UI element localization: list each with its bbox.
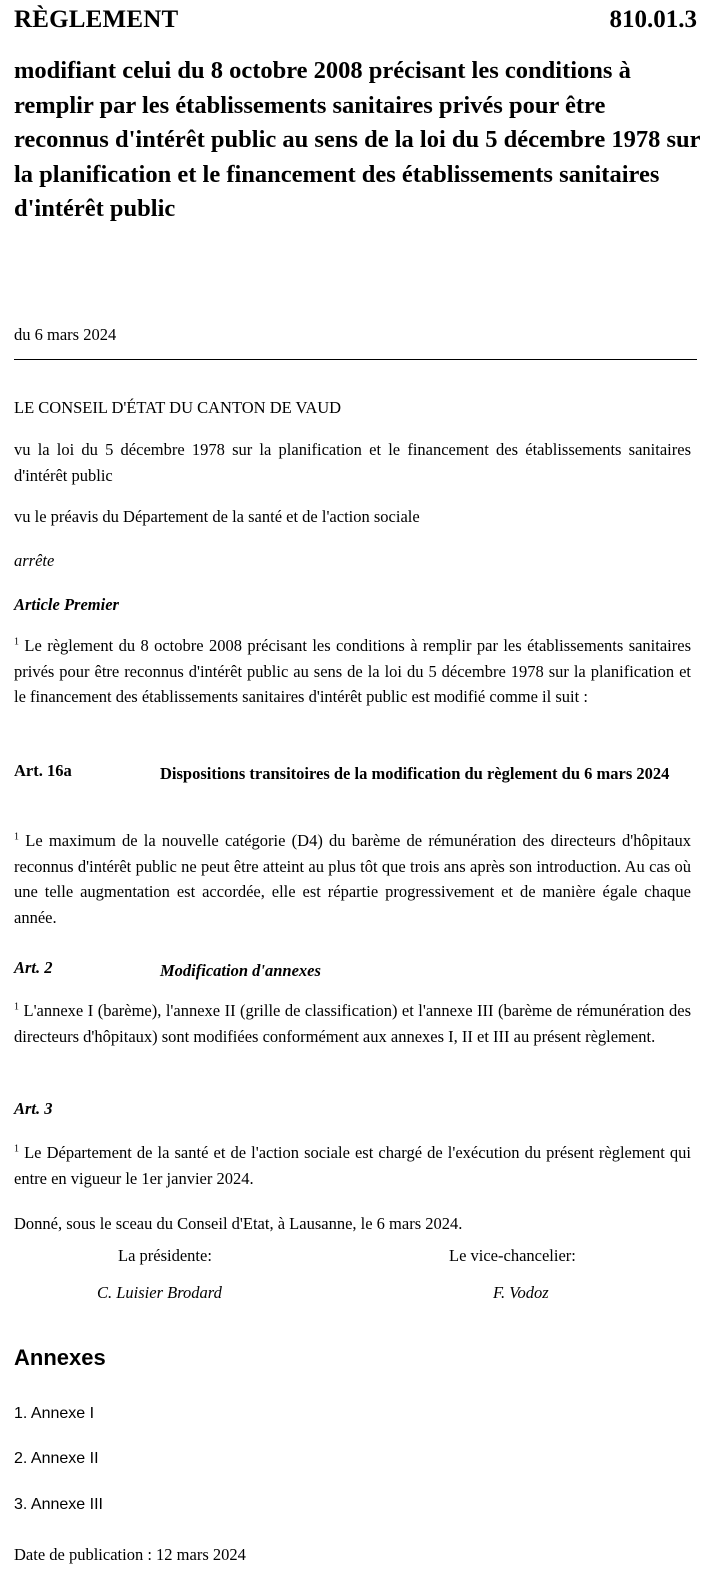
- document-type: RÈGLEMENT: [14, 6, 179, 33]
- art2-text: L'annexe I (barème), l'annexe II (grille de classification) et l'annexe III (barème de rémunération des directeurs d'hôpitaux) sont modifiées conformément aux annexes I, II et III au présent règlement.: [14, 1001, 691, 1046]
- signature-right-name: F. Vodoz: [493, 1283, 549, 1302]
- signature-left-role: La présidente:: [118, 1246, 212, 1265]
- art3-number: Art. 3: [14, 1099, 53, 1118]
- document-title: modifiant celui du 8 octobre 2008 précisant les conditions à remplir par les établissements sanitaires privés pour être reconnus d'intérêt public au sens de la loi du 5 décembre 1978 sur la planification et le financement des établissements sanitaires d'intérêt public: [14, 57, 701, 222]
- header-divider: [14, 359, 697, 360]
- signature-right-role: Le vice-chancelier:: [449, 1246, 576, 1265]
- article-premier-text: Le règlement du 8 octobre 2008 précisant les conditions à remplir par les établissements sanitaires privés pour être reconnus d'intérêt public au sens de la loi du 5 décembre 1978 sur la planification et le financement des établissements sanitaires d'intérêt public est modifié comme il suit :: [14, 636, 691, 706]
- alinea-number: 1: [14, 831, 19, 843]
- given-statement: Donné, sous le sceau du Conseil d'Etat, à Lausanne, le 6 mars 2024.: [14, 1214, 463, 1233]
- art16a-text: Le maximum de la nouvelle catégorie (D4) du barème de rémunération des directeurs d'hôpitaux reconnus d'intérêt public ne peut être atteint au plus tôt que trois ans après son introduction. Au cas où une telle augmentation est accordée, elle est répartie progressivement et de manière égale chaque année.: [14, 831, 691, 927]
- art3-text: Le Département de la santé et de l'action sociale est chargé de l'exécution du présent règlement qui entre en vigueur le 1er janvier 2024.: [14, 1143, 692, 1188]
- alinea-number: 1: [14, 1143, 19, 1155]
- publication-date: Date de publication : 12 mars 2024: [14, 1545, 246, 1564]
- art2-number: Art. 2: [14, 958, 53, 977]
- art3-paragraph: [14, 1140, 691, 1191]
- article-premier-heading: Article Premier: [14, 595, 119, 614]
- document-date: du 6 mars 2024: [14, 325, 117, 344]
- annex-link-2[interactable]: 2. Annexe II: [14, 1450, 99, 1467]
- art16a-number: Art. 16a: [14, 761, 72, 780]
- preamble-vu-preavis: vu le préavis du Département de la santé et de l'action sociale: [14, 507, 420, 526]
- annexes-heading: Annexes: [14, 1345, 106, 1370]
- annex-link-1[interactable]: 1. Annexe I: [14, 1405, 95, 1422]
- art16a-paragraph: [14, 828, 691, 930]
- annex-link-3[interactable]: 3. Annexe III: [14, 1496, 103, 1513]
- authority: LE CONSEIL D'ÉTAT DU CANTON DE VAUD: [14, 398, 342, 417]
- signature-left-name: C. Luisier Brodard: [97, 1283, 222, 1302]
- art2-title: Modification d'annexes: [160, 961, 321, 980]
- arrete-text: arrête: [14, 551, 55, 570]
- art2-paragraph: [14, 998, 691, 1049]
- alinea-number: 1: [14, 636, 19, 648]
- alinea-number: 1: [14, 1001, 19, 1013]
- art16a-title: Dispositions transitoires de la modification du règlement du 6 mars 2024: [160, 764, 670, 783]
- document-number: 810.01.3: [609, 6, 697, 33]
- preamble-vu-loi: vu la loi du 5 décembre 1978 sur la planification et le financement des établissements sanitaires d'intérêt public: [14, 440, 691, 485]
- article-premier-paragraph: [14, 633, 691, 710]
